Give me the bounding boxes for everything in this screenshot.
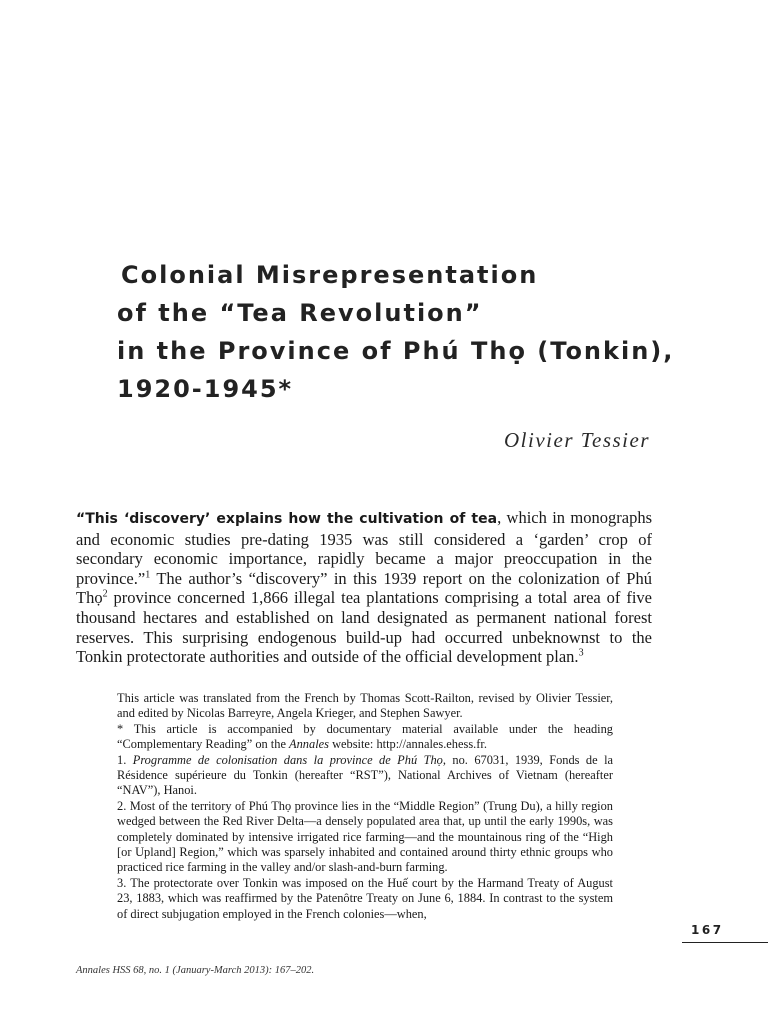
page-number: 167 — [691, 923, 724, 937]
star-note-text-a: * This article is accompanied by documentary material available under the heading “Complementary Reading” on the — [117, 721, 613, 752]
title-line-1: Colonial Misrepresentation — [121, 261, 539, 289]
footnote-ref-3[interactable]: 3 — [578, 647, 584, 659]
abstract-lead: “This ‘discovery’ explains how the cultivation of tea — [76, 511, 498, 527]
page-number-rule — [682, 942, 768, 943]
footnotes — [117, 691, 613, 922]
abstract-paragraph — [76, 508, 652, 667]
journal-citation: Annales HSS 68, no. 1 (January-March 2013): 167–202. — [76, 965, 315, 976]
abstract-text-1: , which in monographs and economic studies pre-dating 1935 was still considered a ‘garden’ crop of secondary economic importance, rapidly became a major preoccupation in the province.” — [76, 508, 652, 588]
title-line-4: 1920-1945* — [117, 375, 294, 403]
star-note-text-b: website: http://annales.ehess.fr. — [328, 737, 487, 752]
abstract-text-2: The author’s “discovery” in this 1939 report on the colonization of Phú Thọ — [76, 568, 652, 608]
title-line-2: of the “Tea Revolution” — [117, 299, 483, 327]
footnote-1-number: 1. — [117, 752, 133, 767]
author-name: Olivier Tessier — [504, 428, 650, 452]
footnote-3: 3. The protectorate over Tonkin was imposed on the Huế court by the Harmand Treaty of August 23, 1883, which was reaffirmed by the Patenôtre Treaty on June 6, 1884. In contrast to the system of direct subjugation employed in the French colonies—when, — [117, 875, 613, 921]
footnote-2: 2. Most of the territory of Phú Thọ province lies in the “Middle Region” (Trung Du), a hilly region wedged between the Red River Delta—a densely populated area that, up until the early 1990s, was completely dominated by intensive irrigated rice farming—and the mountainous ring of the “High [or Upland] Region,” which was sparsely inhabited and contained around thirty ethnic groups who practiced rice farming in the valley and/or slash-and-burn farming. — [117, 798, 613, 875]
star-note — [117, 722, 613, 753]
footnote-ref-1[interactable]: 1 — [145, 569, 151, 581]
footnote-1-source-title: Programme de colonisation dans la province de Phú Thọ — [132, 752, 443, 767]
article-title — [117, 256, 677, 408]
footnote-1 — [117, 753, 613, 799]
title-line-3: in the Province of Phú Thọ (Tonkin), — [117, 337, 675, 365]
star-note-journal: Annales — [289, 737, 329, 752]
footnote-1-text: , no. 67031, 1939, Fonds de la Résidence supérieure du Tonkin (hereafter “RST”), National Archives of Vietnam (hereafter “NAV”), Hanoi. — [117, 752, 614, 798]
translation-note: This article was translated from the French by Thomas Scott-Railton, revised by Olivier Tessier, and edited by Nicolas Barreyre, Angela Krieger, and Stephen Sawyer. — [117, 691, 613, 721]
abstract-text-3: province concerned 1,866 illegal tea plantations comprising a total area of five thousand hectares and established on land designated as permanent national forest reserves. This surprising endogenous build-up had occurred unbeknownst to the Tonkin protectorate authorities and outside of the official development plan. — [76, 588, 652, 667]
footnote-ref-2[interactable]: 2 — [102, 588, 108, 600]
